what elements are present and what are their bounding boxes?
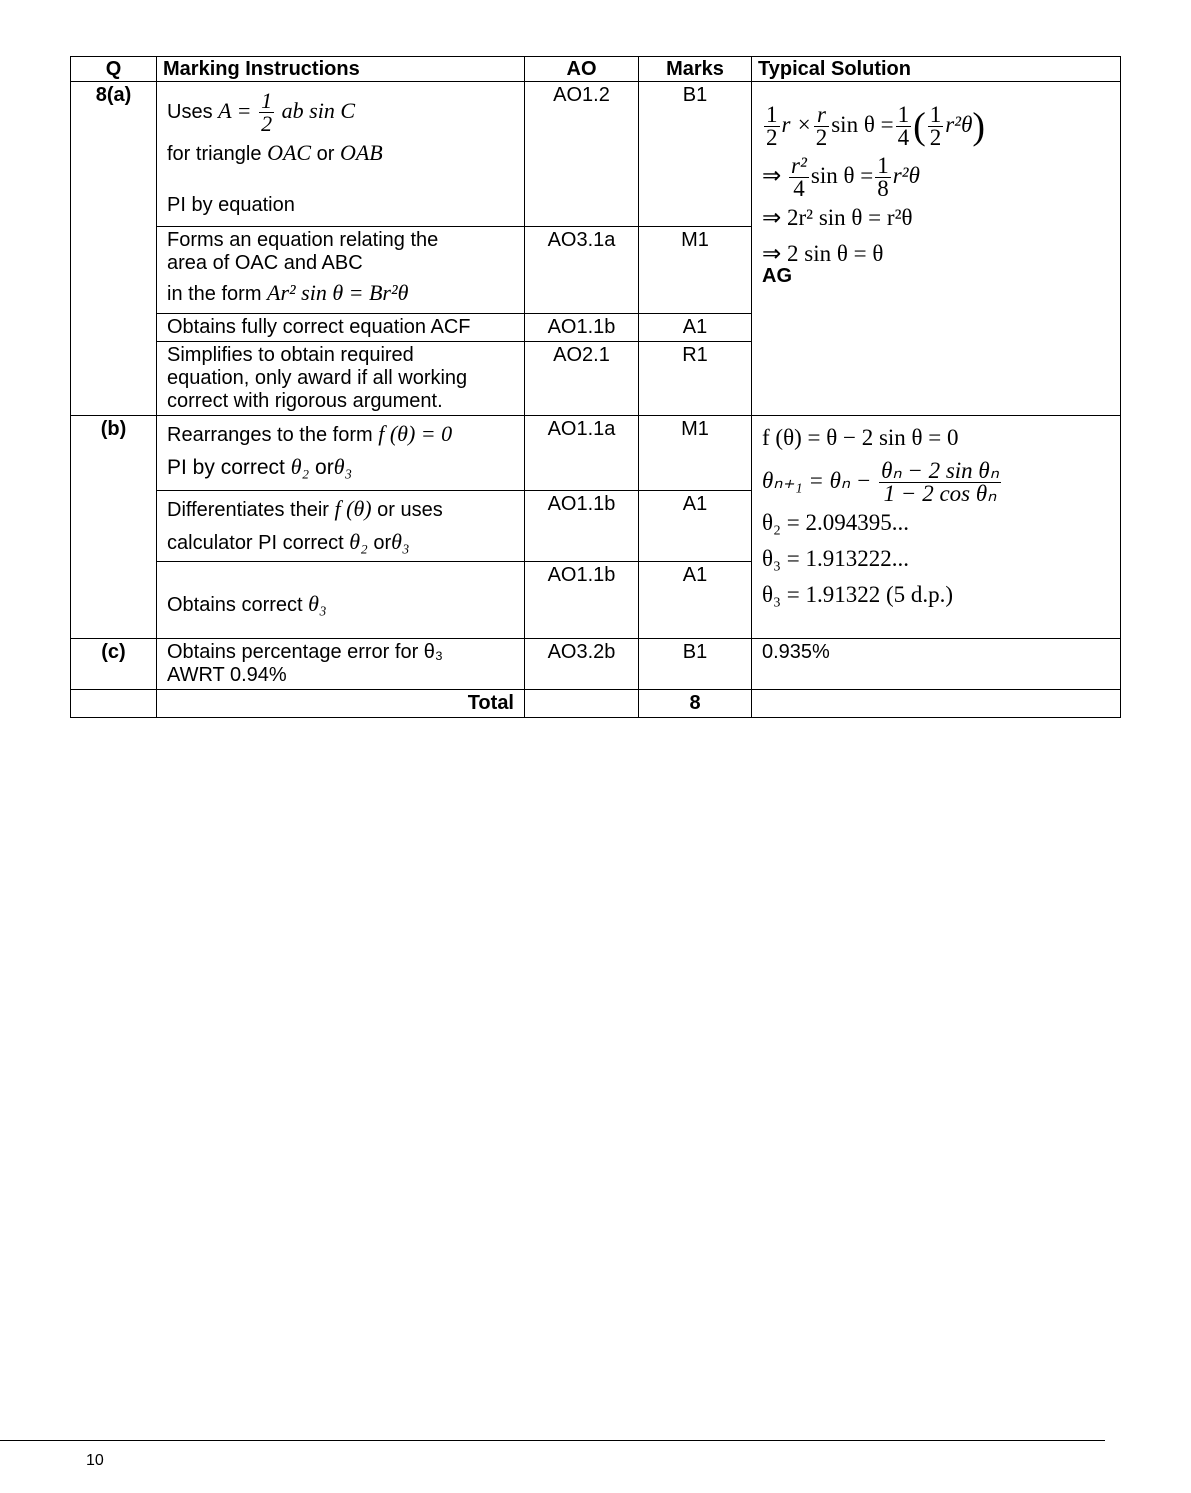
instruction-cell	[157, 416, 525, 491]
instruction-text: Forms an equation relating the	[167, 229, 439, 251]
instruction-text: Rearranges to the form	[167, 424, 373, 446]
ao-cell: AO1.1b	[525, 562, 639, 639]
instruction-text: correct with rigorous argument.	[167, 390, 443, 412]
solution-cell: 0.935%	[752, 639, 1121, 690]
header-row	[71, 57, 1121, 82]
marks-cell: A1	[639, 491, 752, 562]
empty-cell	[525, 690, 639, 718]
ao-cell: AO1.2	[525, 82, 639, 227]
instruction-text: or	[373, 532, 392, 554]
instruction-text: or	[316, 143, 335, 165]
formula-lhs: A =	[218, 97, 252, 123]
theta-symbol: θ₃	[308, 591, 327, 616]
page-number: 10	[86, 1452, 104, 1469]
triangle-name: OAC	[267, 140, 312, 165]
marks-cell: R1	[639, 342, 752, 416]
fraction-numerator: 1	[261, 88, 273, 113]
total-marks: 8	[639, 690, 752, 718]
instruction-text: PI by equation	[167, 194, 295, 216]
instruction-cell	[157, 491, 525, 562]
solution-line: θ₂ = 2.094395...	[762, 510, 910, 535]
solution-cell	[752, 416, 1121, 639]
question-label: (c)	[71, 639, 157, 690]
marks-cell: M1	[639, 227, 752, 314]
ao-cell: AO3.1a	[525, 227, 639, 314]
instruction-cell	[157, 227, 525, 314]
solution-line: $\frac{1}{2}$ r × $\frac{r}{2}$ sin θ = $\frac{1}{4}$ ( $\frac{1}{2}$ r²θ)	[766, 102, 986, 150]
formula-rhs: ab sin C	[281, 97, 356, 123]
instruction-text: calculator PI correct	[167, 532, 344, 554]
question-label: 8(a)	[71, 82, 157, 416]
instruction-cell: Obtains fully correct equation ACF	[157, 314, 525, 342]
instruction-cell	[157, 562, 525, 639]
instruction-cell	[157, 82, 525, 227]
table-row	[71, 639, 1121, 690]
answer-given-label: AG	[762, 265, 792, 287]
header-ao: AO	[525, 57, 639, 82]
instruction-cell	[157, 342, 525, 416]
header-q: Q	[71, 57, 157, 82]
marks-cell: A1	[639, 314, 752, 342]
instruction-text: in the form	[167, 283, 262, 305]
table-row	[71, 82, 1121, 227]
empty-cell	[752, 690, 1121, 718]
instruction-text: or	[315, 456, 334, 479]
instruction-text: Differentiates their	[167, 499, 329, 521]
ao-cell: AO1.1a	[525, 416, 639, 491]
ao-cell: AO1.1b	[525, 491, 639, 562]
ao-cell: AO1.1b	[525, 314, 639, 342]
instruction-text: Obtains correct	[167, 594, 303, 616]
table-row	[71, 416, 1121, 491]
mark-scheme-table	[70, 56, 1121, 718]
solution-line: ⇒ 2 sin θ = θ	[762, 241, 884, 266]
question-label: (b)	[71, 416, 157, 639]
instruction-text: equation, only award if all working	[167, 367, 468, 389]
instruction-text: for triangle	[167, 143, 262, 165]
solution-line: θₙ₊₁ = θₙ − $\frac{\text{θₙ − 2 sin θₙ}}{\text{1 − 2 cos θₙ}}$	[762, 458, 999, 506]
marks-cell: B1	[639, 639, 752, 690]
triangle-name: OAB	[339, 140, 383, 165]
ao-cell: AO3.2b	[525, 639, 639, 690]
function-form: f (θ)	[334, 496, 372, 521]
footer-divider	[0, 1440, 1105, 1441]
instruction-text: Uses	[167, 100, 213, 123]
total-row	[71, 690, 1121, 718]
marks-cell: A1	[639, 562, 752, 639]
instruction-text: Obtains percentage error for θ₃	[167, 641, 444, 663]
solution-line: ⇒ $\frac{\text{r²}}{4}$ sin θ = $\frac{1}{8}$ r²θ	[762, 153, 920, 201]
marks-cell: M1	[639, 416, 752, 491]
solution-cell	[752, 82, 1121, 416]
header-marks: Marks	[639, 57, 752, 82]
instruction-text: or uses	[377, 499, 443, 521]
fraction-denominator: 2	[261, 111, 273, 136]
solution-line: θ₃ = 1.913222...	[762, 546, 910, 571]
instruction-text: PI by correct	[167, 456, 285, 479]
instruction-cell	[157, 639, 525, 690]
instruction-text: area of OAC and ABC	[167, 252, 363, 274]
formula-fraction	[259, 90, 274, 135]
ao-cell: AO2.1	[525, 342, 639, 416]
equation-form: Ar² sin θ = Br²θ	[267, 280, 409, 305]
empty-cell	[71, 690, 157, 718]
header-solution: Typical Solution	[752, 57, 1121, 82]
total-label: Total	[157, 690, 525, 718]
header-instructions: Marking Instructions	[157, 57, 525, 82]
marks-cell: B1	[639, 82, 752, 227]
theta-symbol: θ₃	[333, 454, 353, 479]
solution-line: ⇒ 2r² sin θ = r²θ	[762, 205, 913, 230]
instruction-text: AWRT 0.94%	[167, 664, 287, 686]
instruction-text: Simplifies to obtain required	[167, 344, 414, 366]
theta-symbol: θ₂	[349, 529, 368, 554]
equation-form: f (θ) = 0	[378, 421, 453, 446]
solution-line: θ₃ = 1.91322 (5 d.p.)	[762, 582, 954, 607]
solution-line: f (θ) = θ − 2 sin θ = 0	[762, 425, 959, 450]
theta-symbol: θ₃	[391, 529, 410, 554]
theta-symbol: θ₂	[290, 454, 310, 479]
